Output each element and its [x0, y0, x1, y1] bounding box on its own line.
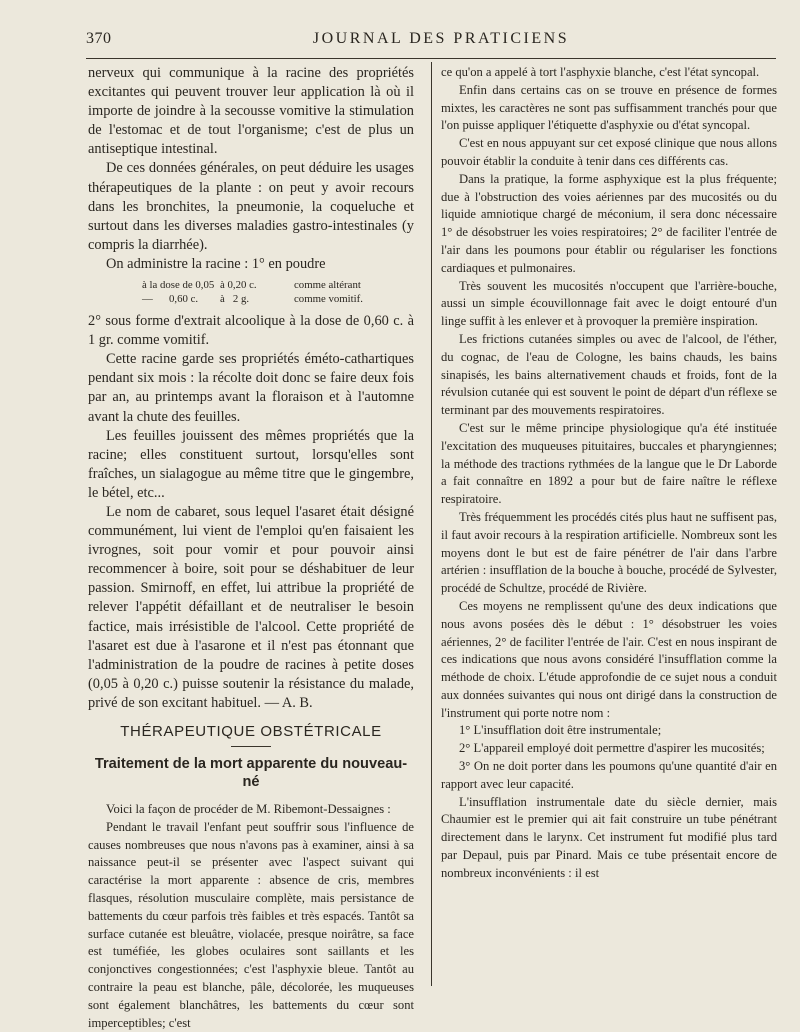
- column-divider: [431, 62, 432, 986]
- paragraph: Les feuilles jouissent des mêmes propriétés que la racine; elles constituent surtout, lorsqu'elles sont fraîches, un sialagogue au même titre que le gingembre, le bétel, etc...: [88, 427, 414, 501]
- paragraph: Pendant le travail l'enfant peut souffrir sous l'influence de causes nombreuses que nous n'avons pas à examiner, ainsi à sa naissance peut-il se présenter avec l'aspect suivant qui caractérise la mort apparente : absence de cris, membres flasques, résolution musculaire complète, mais persistance de battements du cœur parfois très faibles et très espacés. Tantôt sa surface cutanée est bleuâtre, violacée, presque noirâtre, sa face est tuméfiée, les globes oculaires sont saillants et les conjonctives congestionnées; c'est l'asphyxie bleue. Tantôt au contraire la peau est blanche, pâle, décolorée, les muqueuses sont également blanchâtres, les battements du cœur sont imperceptibles; c'est: [88, 819, 414, 1030]
- paragraph: Les frictions cutanées simples ou avec de l'alcool, de l'éther, du cognac, de l'eau de Cologne, les bains chauds, les bains sinapisés, les bains alternativement chauds et froids, font de la révulsion cutanée qui est souvent le point de départ d'un réflexe se terminant par des mouvements respiratoires.: [441, 331, 777, 418]
- paragraph: De ces données générales, on peut déduire les usages thérapeutiques de la plante : on peut y avoir recours dans les bronchites, la pneumonie, la coqueluche et surtout dans les diverses maladies gastro-intestinales (y compris la diarrhée).: [88, 160, 414, 253]
- paragraph: Dans la pratique, la forme asphyxique est la plus fréquente; due à l'obstruction des voies aériennes par des mucosités ou du liquide amniotique chargé de méconium, il sera donc nécessaire 1° de désobstruer les voies respiratoires; 2° de faciliter l'entrée de l'air dans les poumons pour établir ou régulariser les fonctions cardiaques et pulmonaires.: [441, 171, 777, 275]
- paragraph: Ces moyens ne remplissent qu'une des deux indications que nous avons posées dès le début : 1° désobstruer les voies aériennes, 2° de faciliter l'entrée de l'air. C'est en nous inspirant de ces indications que nous avons considéré l'insufflation comme la méthode de choix. L'étude approfondie de ce sujet nous a conduit aux données suivantes qui nous ont dirigé dans la construction de l'instrument qui porte notre nom :: [441, 598, 777, 720]
- section-title: THÉRAPEUTIQUE OBSTÉTRICALE: [120, 723, 382, 740]
- paragraph: Le nom de cabaret, sous lequel l'asaret était désigné communément, lui vient de l'emploi qu'en faisaient les ivrognes, soit pour vomir et pour pouvoir ainsi recommencer à boire, soit pour se déshabituer de leur passion. Smirnoff, en effet, lui attribue la propriété de relever l'appétit défaillant et de neutraliser le besoin factice, mais irrésistible de l'alcool. Cette propriété de l'asaret est due à l'asarone et il n'est pas étonnant que l'administration de la poudre de racines à petite doses (0,05 à 0,20 c.) puisse soutenir la résistance du malade, privé de son excitant habituel. — A. B.: [88, 503, 414, 711]
- paragraph: Voici la façon de procéder de M. Ribemont-Dessaignes :: [106, 802, 391, 816]
- page-number: 370: [86, 30, 112, 47]
- page-header: [86, 30, 776, 52]
- left-column: [88, 64, 414, 1032]
- dosage-row: [88, 292, 414, 306]
- right-column: [441, 64, 777, 883]
- paragraph: ce qu'on a appelé à tort l'asphyxie blanche, c'est l'état syncopal.: [441, 65, 760, 79]
- section-rule: [231, 746, 271, 747]
- dosage-range: à 2 g.: [220, 293, 250, 306]
- paragraph: L'insufflation instrumentale date du siècle dernier, mais Chaumier est le premier qui ait fait construire un tube pénétrant directement dans le larynx. Cet instrument fut modifié plus tard par Depaul, puis par Pinard. Mais ce tube présentait encore de nombreux inconvénients : il est: [441, 794, 777, 880]
- list-item: 1° L'insufflation doit être instrumentale;: [459, 723, 662, 738]
- paragraph: On administre la racine : 1° en poudre: [106, 255, 326, 272]
- dosage-amount: — 0,60 c.: [142, 293, 199, 306]
- article-title: Traitement de la mort apparente du nouveau-né: [94, 756, 408, 790]
- paragraph: C'est sur le même principe physiologique qu'a été instituée l'excitation des muqueuses pituitaires, buccales et pharyngiennes; la méthode des tractions rythmées de la langue que le Dr Laborde a fait connaître en 1892 a pour but de faire naître le réflexe respiratoire.: [441, 420, 777, 507]
- header-rule: [86, 58, 776, 59]
- paragraph: Très fréquemment les procédés cités plus haut ne suffisent pas, il faut avoir recours à la respiration artificielle. Nombreux sont les moyens dont le but est de faire pénétrer de l'air dans l'arbre artérien : insufflation de la bouche à bouche, procédé de Sylvester, procédé de Schultze, procédé de Rivière.: [441, 509, 777, 596]
- dosage-effect: comme vomitif.: [294, 293, 363, 306]
- list-item: 2° L'appareil employé doit permettre d'aspirer les mucosités;: [459, 741, 765, 756]
- paragraph: Cette racine garde ses propriétés éméto-cathartiques pendant six mois : la récolte doit donc se faire deux fois par an, au printemps avant la floraison et à l'automne avant la chute des feuilles.: [88, 351, 414, 425]
- dosage-row: [88, 278, 414, 292]
- journal-title: JOURNAL DES PRATICIENS: [312, 30, 570, 47]
- paragraph: Enfin dans certains cas on se trouve en présence de formes mixtes, les caractères ne sont pas suffisamment tranchés pour que l'on puisse appliquer l'étiquette d'asphyxie ou d'état syncopal.: [441, 82, 777, 133]
- paragraph: nerveux qui communique à la racine des propriétés excitantes qui peuvent trouver leur application là où il importe de joindre à la secousse vomitive la stimulation de l'estomac et de tout l'organisme; c'est de plus un antiseptique intestinal.: [88, 65, 414, 158]
- paragraph: C'est en nous appuyant sur cet exposé clinique que nous allons pouvoir établir la conduite à tenir dans ces différents cas.: [441, 136, 777, 168]
- list-item: 3° On ne doit porter dans les poumons qu'une quantité d'air en rapport avec leur capacité.: [441, 759, 777, 791]
- paragraph: Très souvent les mucosités n'occupent que l'arrière-bouche, aussi un simple écouvillonnage fait avec le doigt entouré d'un linge suffit à les enlever et à provoquer la première inspiration.: [441, 278, 777, 329]
- dosage-range: à 0,20 c.: [220, 279, 257, 292]
- dosage-table: [88, 278, 414, 306]
- dosage-effect: comme altérant: [294, 279, 361, 292]
- dosage-amount: à la dose de 0,05: [142, 279, 215, 292]
- paragraph: 2° sous forme d'extrait alcoolique à la dose de 0,60 c. à 1 gr. comme vomitif.: [88, 313, 414, 349]
